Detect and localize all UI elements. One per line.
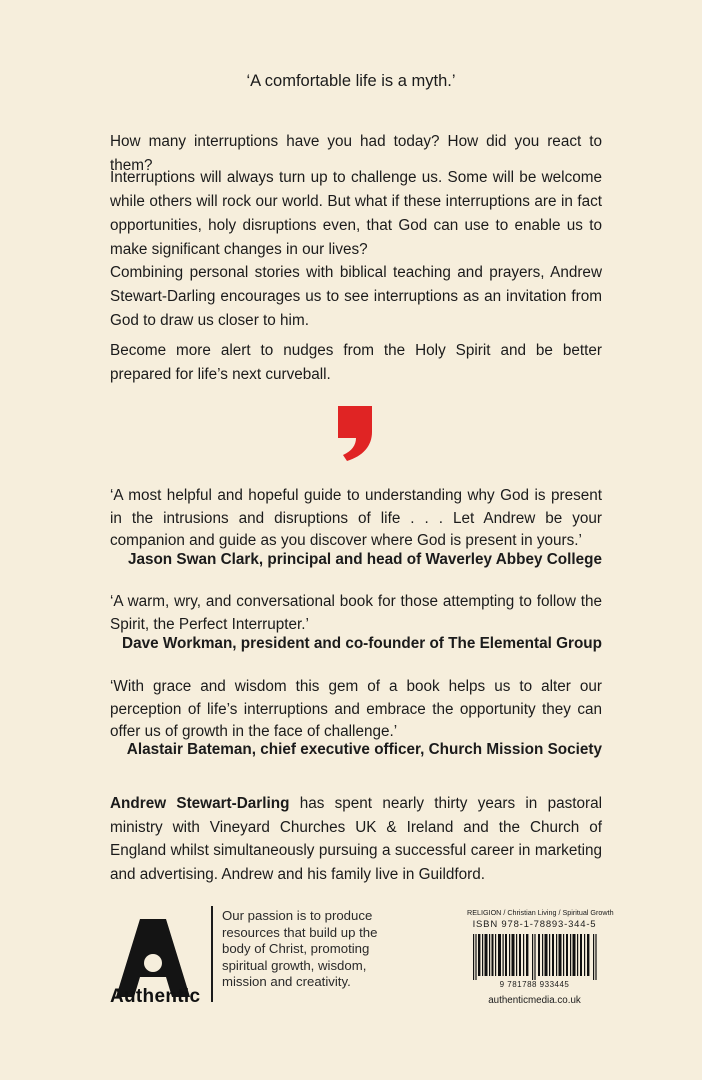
- blurb-paragraph-4: Become more alert to nudges from the Holy Spirit and be better prepared for life’s next curveball.: [110, 342, 602, 383]
- author-name: Andrew Stewart-Darling: [110, 795, 290, 812]
- divider: [211, 906, 213, 1002]
- publisher-mission: Our passion is to produce resources that build up the body of Christ, promoting spiritual growth, wisdom, mission and creativity.: [222, 908, 378, 989]
- isbn-text: ISBN 978-1-78893-344-5: [472, 919, 597, 930]
- publisher-name: Authentic: [110, 986, 201, 1007]
- endorsement-attribution-3: Alastair Bateman, chief executive officer, Church Mission Society: [126, 741, 602, 758]
- barcode-icon: [471, 934, 599, 980]
- comma-quote-icon: [335, 404, 375, 462]
- endorsement-quote-3: ‘With grace and wisdom this gem of a book helps us to alter our perception of life’s interruptions and embrace the opportunity they can offer us of growth in the face of challenge.’: [110, 678, 602, 740]
- barcode-block: [467, 908, 614, 998]
- category-text: RELIGION / Christian Living / Spiritual Growth: [467, 908, 614, 917]
- publisher-website: authenticmedia.co.uk: [488, 995, 581, 1006]
- endorsement-attribution-1: Jason Swan Clark, principal and head of Waverley Abbey College: [127, 551, 602, 568]
- blurb-paragraph-3: Combining personal stories with biblical teaching and prayers, Andrew Stewart-Darling encourages us to see interruptions as an invitation from God to draw us closer to him.: [110, 264, 602, 329]
- tagline: ‘A comfortable life is a myth.’: [246, 72, 456, 90]
- blurb-paragraph-2: Interruptions will always turn up to challenge us. Some will be welcome while others will rock our world. But what if these interruptions are in fact opportunities, holy disruptions even, that God can use to enable us to make significant changes in our lives?: [110, 169, 602, 258]
- barcode-digits: 9 781788 933445: [499, 980, 570, 989]
- endorsement-quote-2: ‘A warm, wry, and conversational book for those attempting to follow the Spirit, the Perfect Interrupter.’: [110, 593, 602, 633]
- endorsement-quote-1: ‘A most helpful and hopeful guide to understanding why God is present in the intrusions and disruptions of life . . . Let Andrew be your companion and guide as you discover where God is present in yours.’: [110, 487, 602, 549]
- endorsement-attribution-2: Dave Workman, president and co-founder of The Elemental Group: [122, 635, 602, 652]
- author-bio: [110, 792, 602, 886]
- author-bio-text: has spent nearly thirty years in pastoral ministry with Vineyard Churches UK & Ireland and the Church of England whilst simultaneously pursuing a successful career in marketing and advertising. Andrew and his family live in Guildford.: [110, 795, 602, 883]
- blurb-paragraph-1: How many interruptions have you had today? How did you react to them?: [110, 133, 602, 174]
